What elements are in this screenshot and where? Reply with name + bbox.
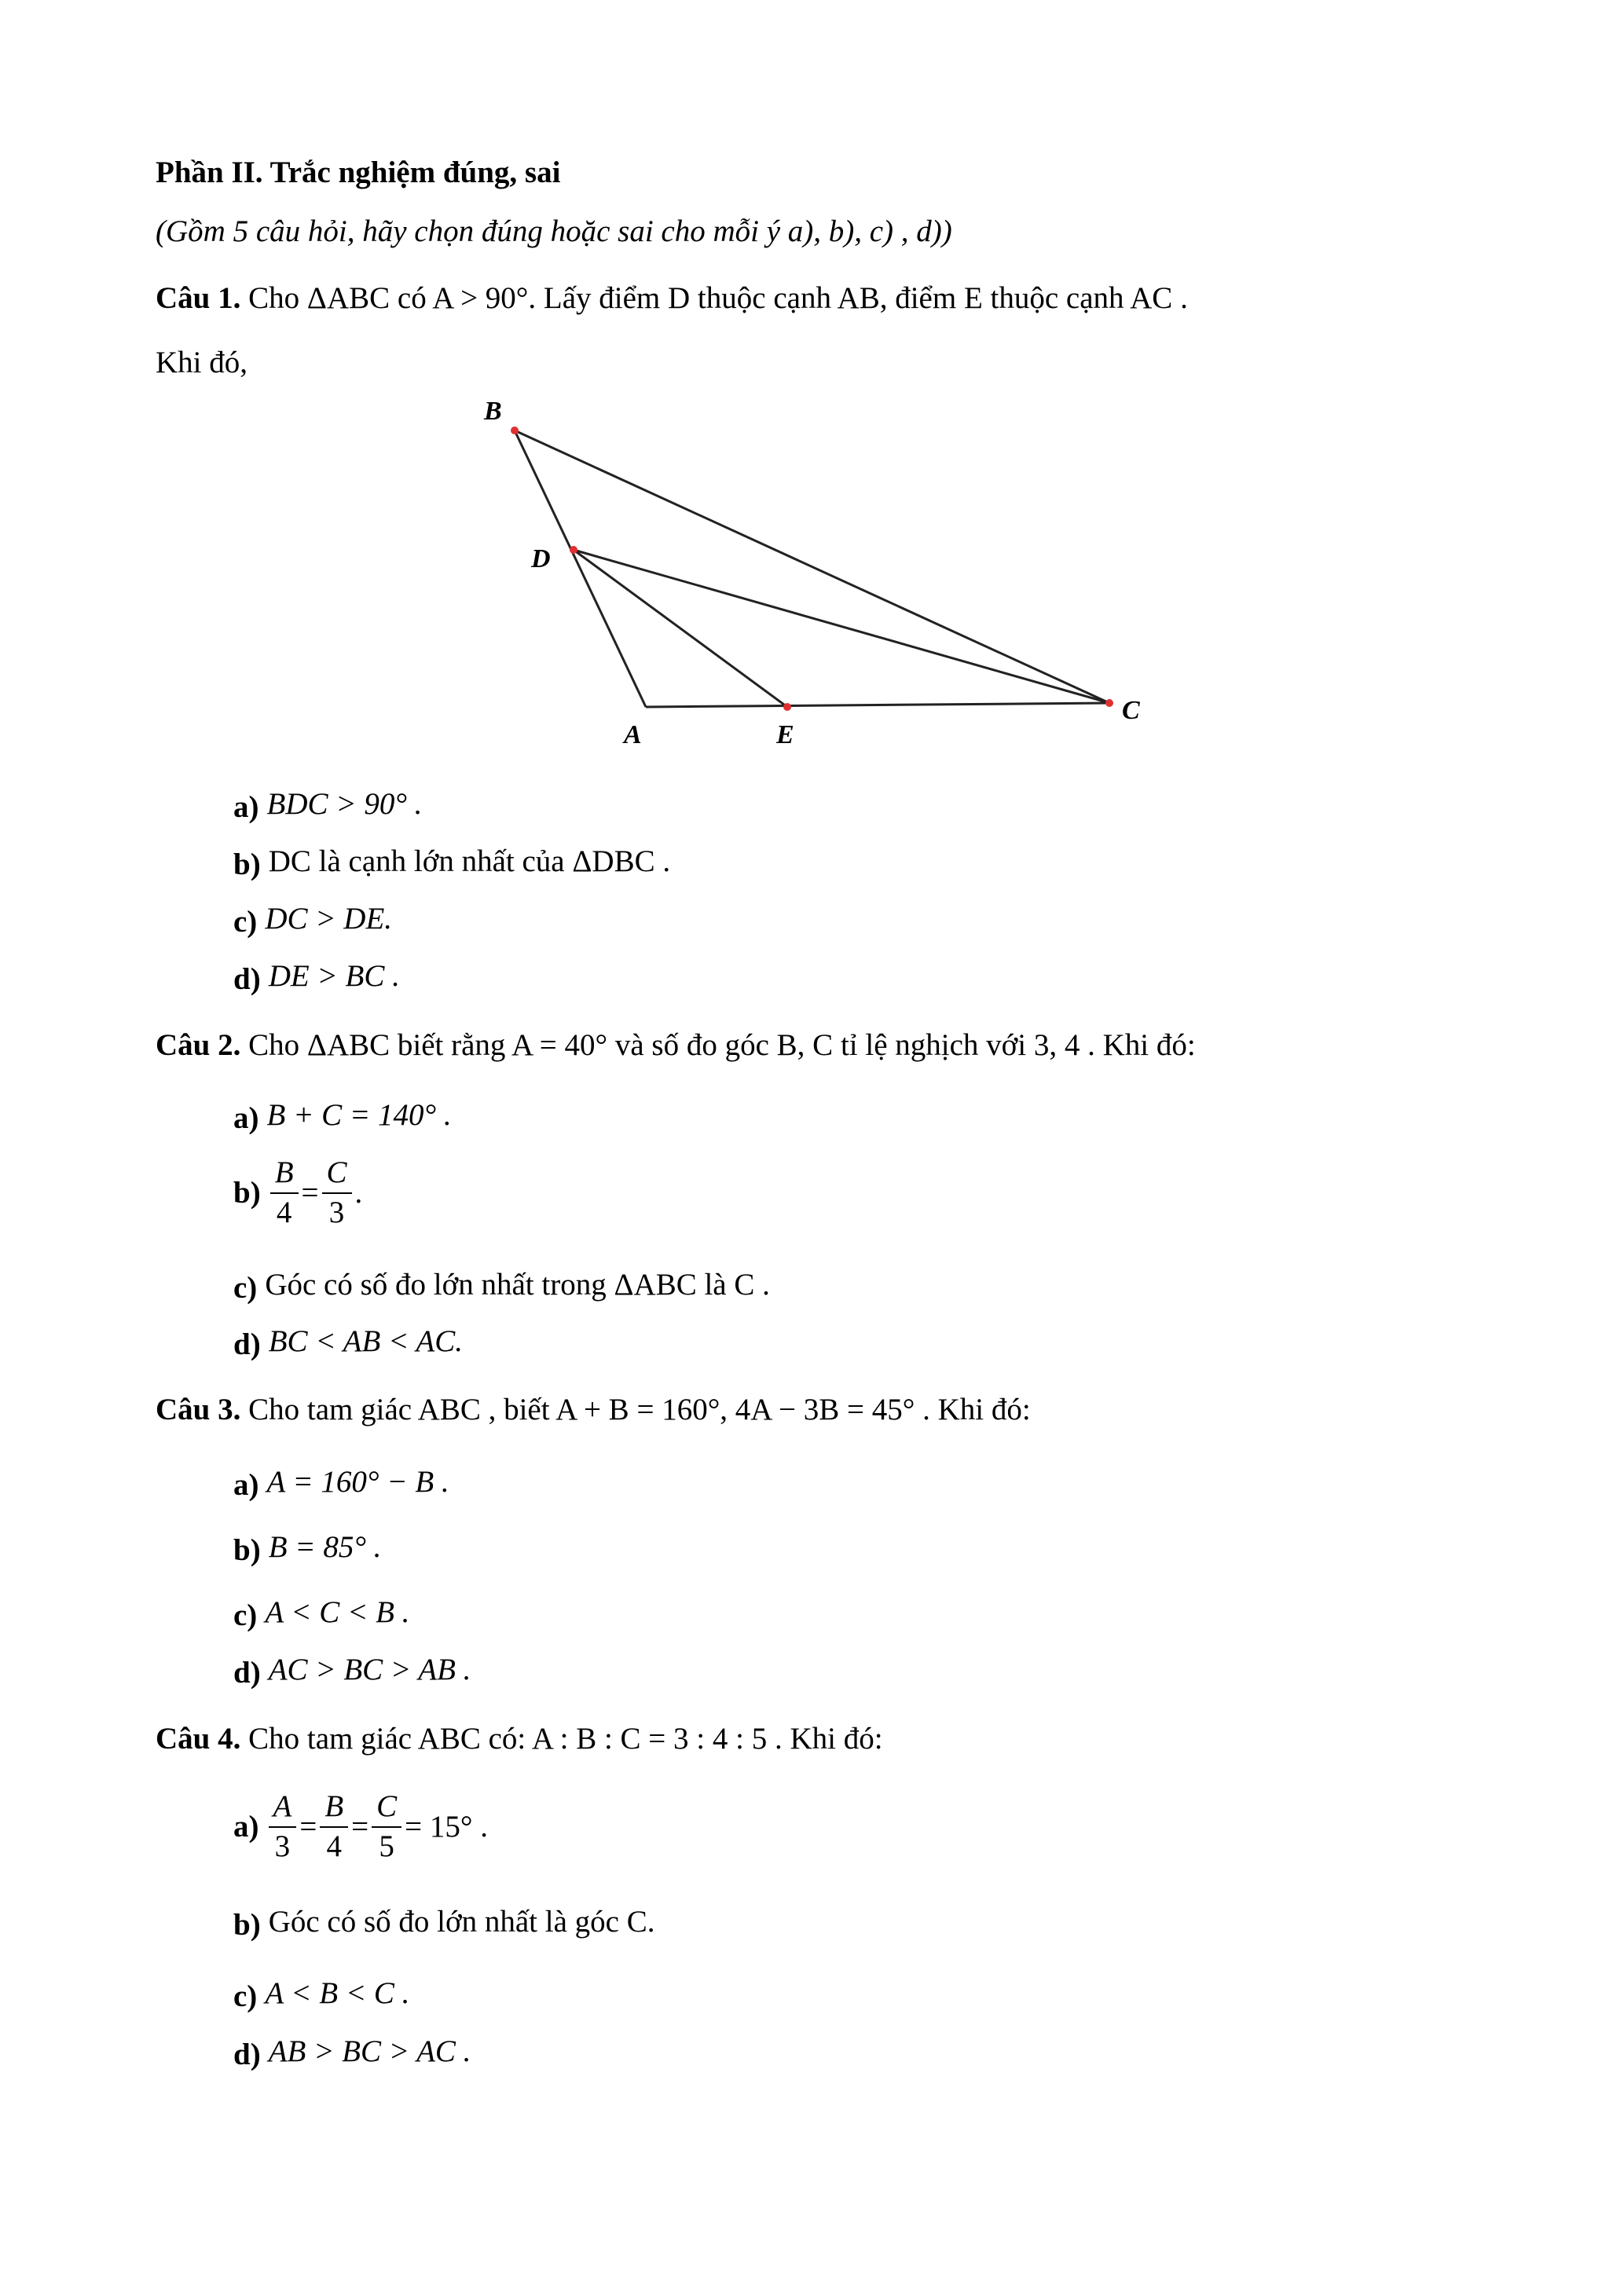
q1-stem-line [156,283,1188,313]
q1-option-c[interactable] [233,903,392,937]
q4-option-b[interactable] [233,1906,654,1940]
q2-option-d[interactable] [233,1326,463,1360]
option-text: Góc có số đo lớn nhất là góc C. [268,1905,655,1939]
option-label: b) [233,1176,261,1210]
equals-sign: = [351,1810,369,1844]
segment-ac [646,703,1109,707]
label-b: B [484,397,502,426]
q2-option-c[interactable] [233,1269,770,1303]
option-text: Góc có số đo lớn nhất trong ΔABC là C . [265,1268,770,1302]
option-text: B = 85° . [268,1530,382,1564]
equals-sign: = [299,1810,317,1844]
label-c: C [1122,696,1140,725]
option-label: d) [233,2037,261,2071]
option-label: a) [233,1467,259,1502]
option-label: c) [233,1979,258,2013]
section-instruction: (Gồm 5 câu hỏi, hãy chọn đúng hoặc sai cho mỗi ý a), b), c) , d)) [156,214,952,248]
option-text: DE > BC . [268,959,400,993]
q3-option-b[interactable] [233,1532,381,1565]
q1-stem: Cho ΔABC có A > 90°. Lấy điểm D thuộc cạnh AB, điểm E thuộc cạnh AC . [248,281,1188,315]
q4-option-c[interactable] [233,1978,409,2012]
q1-option-b[interactable] [233,846,670,880]
label-e: E [776,720,794,749]
option-text: AB > BC > AC . [268,2034,471,2068]
fraction-a-over-3: $\frac{A}{3}$ [269,1791,297,1863]
fraction-b-over-4: $\frac{B}{4}$ [270,1157,299,1229]
option-text: DC là cạnh lớn nhất của ΔDBC . [268,844,671,878]
option-label: d) [233,1655,261,1690]
q2-option-b[interactable] [233,1157,364,1229]
point-b [511,427,519,434]
q4-option-a[interactable] [233,1791,489,1863]
option-label: a) [233,1100,259,1135]
q2-option-a[interactable] [233,1100,452,1133]
result-text: = 15° . [405,1810,489,1844]
option-label: c) [233,1598,258,1632]
q3-label: Câu 3. [156,1393,241,1426]
q3-stem-line [156,1394,1031,1425]
option-label: d) [233,961,261,996]
option-label: a) [233,1810,259,1844]
option-text: DC > DE. [265,902,393,936]
fraction-c-over-3: $\frac{C}{3}$ [322,1157,352,1229]
q4-label: Câu 4. [156,1722,241,1756]
option-text: A = 160° − B . [266,1465,449,1499]
option-label: b) [233,1907,261,1942]
option-text: A < C < B . [265,1595,410,1629]
q3-option-d[interactable] [233,1654,471,1688]
option-label: b) [233,1532,261,1567]
q1-label: Câu 1. [156,281,241,315]
segment-dc [574,550,1109,703]
option-text: AC > BC > AB . [268,1653,471,1686]
q3-option-a[interactable] [233,1467,449,1500]
option-text: B + C = 140° . [266,1098,452,1132]
q2-label: Câu 2. [156,1028,241,1062]
option-label: b) [233,847,261,881]
option-text: BDC > 90° . [266,787,423,821]
period: . [354,1176,363,1210]
q2-stem: Cho ΔABC biết rằng A = 40° và số đo góc B, C tỉ lệ nghịch với 3, 4 . Khi đó: [248,1028,1196,1062]
q1-option-a[interactable] [233,789,422,822]
option-label: a) [233,789,259,824]
q1-option-d[interactable] [233,961,400,994]
q4-stem: Cho tam giác ABC có: A : B : C = 3 : 4 : 5 . Khi đó: [248,1722,883,1756]
label-d: D [531,544,551,573]
q4-stem-line [156,1723,883,1754]
label-a: A [624,720,642,749]
q3-option-c[interactable] [233,1597,409,1631]
segment-de [574,550,787,707]
fraction-b-over-4: $\frac{B}{4}$ [320,1791,348,1863]
q2-stem-line [156,1030,1196,1060]
segment-bc [515,430,1109,703]
option-text: BC < AB < AC. [268,1324,463,1358]
q3-stem: Cho tam giác ABC , biết A + B = 160°, 4A − 3B = 45° . Khi đó: [248,1393,1031,1426]
section-title: Phần II. Trắc nghiệm đúng, sai [156,156,561,189]
option-label: d) [233,1327,261,1361]
q1-stem-continued: Khi đó, [156,346,247,379]
fraction-c-over-5: $\frac{C}{5}$ [372,1791,401,1863]
point-c [1105,699,1113,707]
segment-ba [515,430,646,707]
option-label: c) [233,904,258,939]
point-d [570,546,577,554]
option-text: A < B < C . [265,1976,410,2010]
equals-sign: = [301,1176,319,1210]
option-label: c) [233,1270,258,1305]
point-e [783,703,791,711]
q4-option-d[interactable] [233,2036,471,2070]
